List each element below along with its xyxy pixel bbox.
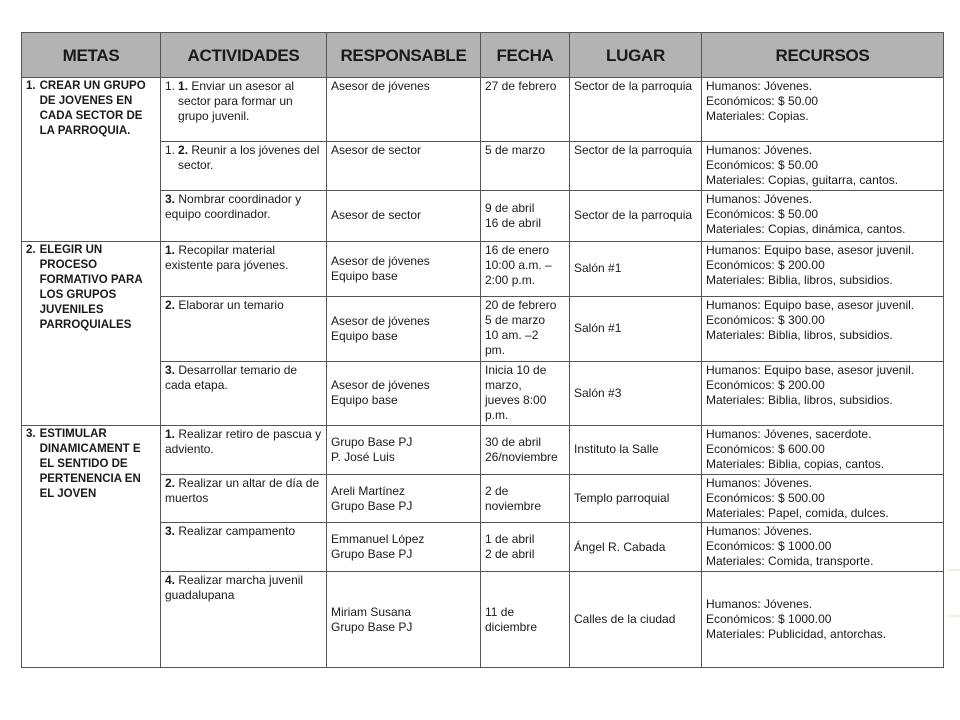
responsable-line: Asesor de jóvenes	[331, 79, 430, 93]
responsable-line: Equipo base	[331, 328, 398, 343]
activity-number: 1.	[178, 79, 189, 93]
fecha-line: 5 de marzo	[485, 143, 546, 158]
fecha-line: 2 de abril	[485, 547, 535, 562]
activity-cell	[161, 572, 327, 668]
table-row	[22, 190, 944, 241]
recurso-line: Humanos: Equipo base, asesor juvenil.	[706, 242, 915, 257]
recurso-line: Económicos: $ 300.00	[706, 312, 825, 327]
header-responsable: RESPONSABLE	[327, 33, 481, 78]
lugar-text: Calles de la ciudad	[574, 612, 676, 627]
activity-content	[165, 192, 322, 222]
activity-text: Reunir a los jóvenes del sector.	[178, 143, 320, 173]
activity-cell	[161, 361, 327, 425]
recurso-line: Materiales: Biblia, libros, subsidios.	[706, 272, 893, 287]
fecha-line: 30 de abril	[485, 434, 542, 449]
fecha-cell	[481, 296, 570, 361]
responsable-line: Asesor de jóvenes	[331, 313, 430, 328]
responsable-line: Grupo Base PJ	[331, 547, 413, 562]
header-row	[22, 33, 944, 78]
goal-cell	[22, 425, 161, 667]
header-recursos: RECURSOS	[702, 33, 944, 78]
lugar-text: Salón #1	[574, 321, 622, 336]
fecha-cell	[481, 425, 570, 474]
recurso-line: Humanos: Jóvenes.	[706, 79, 813, 93]
recurso-line: Económicos: $ 50.00	[706, 94, 819, 108]
responsable-cell	[327, 190, 481, 241]
recurso-line: Económicos: $ 500.00	[706, 490, 825, 505]
fecha-line: pm.	[485, 342, 506, 357]
activity-text: Elaborar un temario	[178, 297, 284, 312]
recurso-line: Materiales: Copias.	[706, 109, 809, 123]
activity-content	[165, 524, 322, 539]
activity-content	[165, 476, 322, 506]
lugar-cell	[570, 572, 702, 668]
goal-number: 1.	[26, 80, 36, 92]
table-row	[22, 361, 944, 425]
activity-content	[165, 298, 322, 313]
lugar-text: Sector de la parroquia	[574, 143, 693, 158]
activity-number: 3.	[165, 524, 176, 539]
goal-wrap	[26, 79, 156, 139]
responsable-line: Grupo Base PJ	[331, 619, 413, 634]
activity-cell	[161, 190, 327, 241]
recurso-line: Materiales: Biblia, libros, subsidios.	[706, 327, 893, 342]
fecha-line: noviembre	[485, 498, 542, 513]
recursos-cell	[702, 142, 944, 191]
header-actividades: ACTIVIDADES	[161, 33, 327, 78]
responsable-line: Areli Martínez	[331, 483, 406, 498]
goal-number: 3.	[26, 427, 36, 440]
fecha-line: 2:00 p.m.	[485, 272, 536, 287]
fecha-cell	[481, 474, 570, 523]
recurso-line: Económicos: $ 600.00	[706, 441, 825, 456]
goal-text: ESTIMULAR DINAMICAMENT E EL SENTIDO DE PERTENENCIA EN EL JOVEN	[39, 427, 141, 500]
lugar-text: Instituto la Salle	[574, 442, 659, 457]
lugar-text: Sector de la parroquia	[574, 79, 693, 93]
activity-number: 3.	[165, 362, 176, 377]
activity-content	[178, 79, 322, 124]
activity-wrap	[165, 298, 322, 313]
fecha-line: diciembre	[485, 619, 538, 634]
activity-cell	[161, 425, 327, 474]
recurso-line: Materiales: Comida, transporte.	[706, 554, 874, 569]
responsable-line: Grupo Base PJ	[331, 498, 413, 513]
fecha-line: 20 de febrero	[485, 297, 557, 312]
goal-text: ELEGIR UN PROCESO FORMATIVO PARA LOS GRUPOS JUVENILES PARROQUIALES	[39, 243, 143, 331]
fecha-cell	[481, 572, 570, 668]
table-row	[22, 474, 944, 523]
goal-cell	[22, 241, 161, 425]
responsable-line: Equipo base	[331, 268, 398, 283]
responsable-line: Equipo base	[331, 393, 398, 408]
fecha-line: 16 de enero	[485, 242, 550, 257]
responsable-cell	[327, 78, 481, 142]
activity-wrap	[165, 524, 322, 539]
activity-text: Realizar campamento	[178, 524, 296, 539]
activity-content	[165, 243, 322, 273]
fecha-line: 27 de febrero	[485, 79, 557, 93]
responsable-cell	[327, 523, 481, 572]
fecha-cell	[481, 361, 570, 425]
recurso-line: Humanos: Jóvenes.	[706, 524, 813, 539]
lugar-text: Templo parroquial	[574, 491, 670, 506]
activity-cell	[161, 296, 327, 361]
responsable-cell	[327, 296, 481, 361]
activity-wrap	[165, 476, 322, 506]
recursos-cell	[702, 425, 944, 474]
activity-number: 4.	[165, 573, 176, 588]
activity-cell	[161, 78, 327, 142]
fecha-line: marzo,	[485, 377, 522, 392]
responsable-line: Miriam Susana	[331, 604, 412, 619]
lugar-cell	[570, 190, 702, 241]
fecha-line: 26/noviembre	[485, 449, 558, 464]
lugar-cell	[570, 523, 702, 572]
fecha-line: 5 de marzo	[485, 312, 546, 327]
recurso-line: Materiales: Papel, comida, dulces.	[706, 505, 889, 520]
activity-text: Realizar retiro de pascua y adviento.	[165, 426, 322, 456]
activity-prefix: 1.	[165, 143, 176, 158]
header-metas: METAS	[22, 33, 161, 78]
fecha-cell	[481, 142, 570, 191]
recurso-line: Económicos: $ 1000.00	[706, 612, 832, 627]
recurso-line: Económicos: $ 200.00	[706, 257, 825, 272]
activity-cell	[161, 523, 327, 572]
activity-text: Desarrollar temario de cada etapa.	[165, 362, 298, 392]
responsable-cell	[327, 474, 481, 523]
recurso-line: Humanos: Jóvenes.	[706, 191, 813, 206]
responsable-line: P. José Luis	[331, 449, 395, 464]
recurso-line: Económicos: $ 1000.00	[706, 539, 832, 554]
recurso-line: Materiales: Biblia, copias, cantos.	[706, 456, 885, 471]
activity-cell	[161, 142, 327, 191]
recursos-cell	[702, 190, 944, 241]
header-lugar: LUGAR	[570, 33, 702, 78]
activity-prefix: 1.	[165, 79, 176, 93]
responsable-cell	[327, 361, 481, 425]
responsable-cell	[327, 142, 481, 191]
lugar-text: Ángel R. Cabada	[574, 539, 666, 554]
lugar-cell	[570, 78, 702, 142]
fecha-line: 10 am. –2	[485, 327, 539, 342]
table-row	[22, 296, 944, 361]
activity-content	[165, 363, 322, 393]
responsable-line: Asesor de jóvenes	[331, 378, 430, 393]
responsable-line: Asesor de sector	[331, 143, 422, 158]
responsable-line: Emmanuel López	[331, 532, 425, 547]
goal-wrap	[26, 427, 156, 502]
goal-text: CREAR UN GRUPO DE JOVENES EN CADA SECTOR DE LA PARROQUIA.	[39, 80, 146, 137]
lugar-cell	[570, 425, 702, 474]
responsable-cell	[327, 572, 481, 668]
fecha-line: p.m.	[485, 407, 509, 422]
recurso-line: Económicos: $ 50.00	[706, 206, 819, 221]
activity-cell	[161, 241, 327, 296]
activity-wrap	[165, 143, 322, 173]
lugar-cell	[570, 296, 702, 361]
goal-wrap	[26, 243, 156, 333]
activity-number: 1.	[165, 426, 176, 441]
recursos-cell	[702, 361, 944, 425]
recursos-cell	[702, 296, 944, 361]
fecha-line: 16 de abril	[485, 215, 542, 230]
activity-text: Realizar marcha juvenil guadalupana	[165, 573, 304, 603]
recurso-line: Humanos: Jóvenes, sacerdote.	[706, 426, 872, 441]
activity-content	[165, 573, 322, 603]
table-row	[22, 523, 944, 572]
table-row	[22, 425, 944, 474]
responsable-cell	[327, 241, 481, 296]
table-row	[22, 572, 944, 668]
activity-wrap	[165, 243, 322, 273]
table-row	[22, 78, 944, 142]
recursos-cell	[702, 523, 944, 572]
lugar-cell	[570, 142, 702, 191]
fecha-line: 1 de abril	[485, 532, 535, 547]
activity-wrap	[165, 427, 322, 457]
plan-table	[21, 32, 944, 668]
activity-cell	[161, 474, 327, 523]
activity-content	[178, 143, 322, 173]
activity-text: Enviar un asesor al sector para formar un grupo juvenil.	[178, 79, 295, 123]
recurso-line: Humanos: Jóvenes.	[706, 143, 813, 158]
recursos-cell	[702, 474, 944, 523]
recursos-cell	[702, 78, 944, 142]
activity-number: 1.	[165, 242, 176, 257]
activity-text: Realizar un altar de día de muertos	[165, 475, 320, 505]
recursos-cell	[702, 572, 944, 668]
fecha-cell	[481, 78, 570, 142]
lugar-text: Salón #1	[574, 261, 622, 276]
activity-number: 2.	[165, 475, 176, 490]
lugar-cell	[570, 474, 702, 523]
activity-number: 2.	[178, 143, 189, 158]
activity-text: Nombrar coordinador y equipo coordinador.	[165, 191, 302, 221]
fecha-line: Inicia 10 de	[485, 362, 547, 377]
fecha-line: 9 de abril	[485, 200, 535, 215]
goal-number: 2.	[26, 243, 36, 256]
recurso-line: Humanos: Jóvenes.	[706, 597, 813, 612]
goal-cell	[22, 78, 161, 242]
recursos-cell	[702, 241, 944, 296]
recurso-line: Materiales: Copias, guitarra, cantos.	[706, 173, 899, 188]
activity-wrap	[165, 573, 322, 603]
table-row	[22, 241, 944, 296]
recurso-line: Materiales: Biblia, libros, subsidios.	[706, 392, 893, 407]
fecha-line: jueves 8:00	[485, 392, 547, 407]
fecha-line: 10:00 a.m. –	[485, 257, 552, 272]
lugar-text: Salón #3	[574, 385, 622, 400]
activity-number: 3.	[165, 191, 176, 206]
recurso-line: Humanos: Equipo base, asesor juvenil.	[706, 362, 915, 377]
activity-text: Recopilar material existente para jóvenes.	[165, 242, 289, 272]
activity-wrap	[165, 192, 322, 222]
fecha-cell	[481, 523, 570, 572]
plan-body	[22, 78, 944, 668]
recurso-line: Humanos: Equipo base, asesor juvenil.	[706, 297, 915, 312]
responsable-line: Asesor de jóvenes	[331, 253, 430, 268]
activity-wrap	[165, 79, 322, 124]
recurso-line: Humanos: Jóvenes.	[706, 475, 813, 490]
table-row	[22, 142, 944, 191]
responsable-line: Grupo Base PJ	[331, 434, 413, 449]
activity-wrap	[165, 363, 322, 393]
recurso-line: Materiales: Copias, dinámica, cantos.	[706, 221, 906, 236]
activity-number: 2.	[165, 297, 176, 312]
recurso-line: Materiales: Publicidad, antorchas.	[706, 627, 887, 642]
activity-content	[165, 427, 322, 457]
header-fecha: FECHA	[481, 33, 570, 78]
recurso-line: Económicos: $ 200.00	[706, 377, 825, 392]
fecha-cell	[481, 190, 570, 241]
recurso-line: Económicos: $ 50.00	[706, 158, 819, 173]
responsable-line: Asesor de sector	[331, 208, 422, 223]
fecha-cell	[481, 241, 570, 296]
lugar-text: Sector de la parroquia	[574, 208, 693, 223]
lugar-cell	[570, 241, 702, 296]
fecha-line: 2 de	[485, 483, 509, 498]
lugar-cell	[570, 361, 702, 425]
responsable-cell	[327, 425, 481, 474]
fecha-line: 11 de	[485, 604, 515, 619]
